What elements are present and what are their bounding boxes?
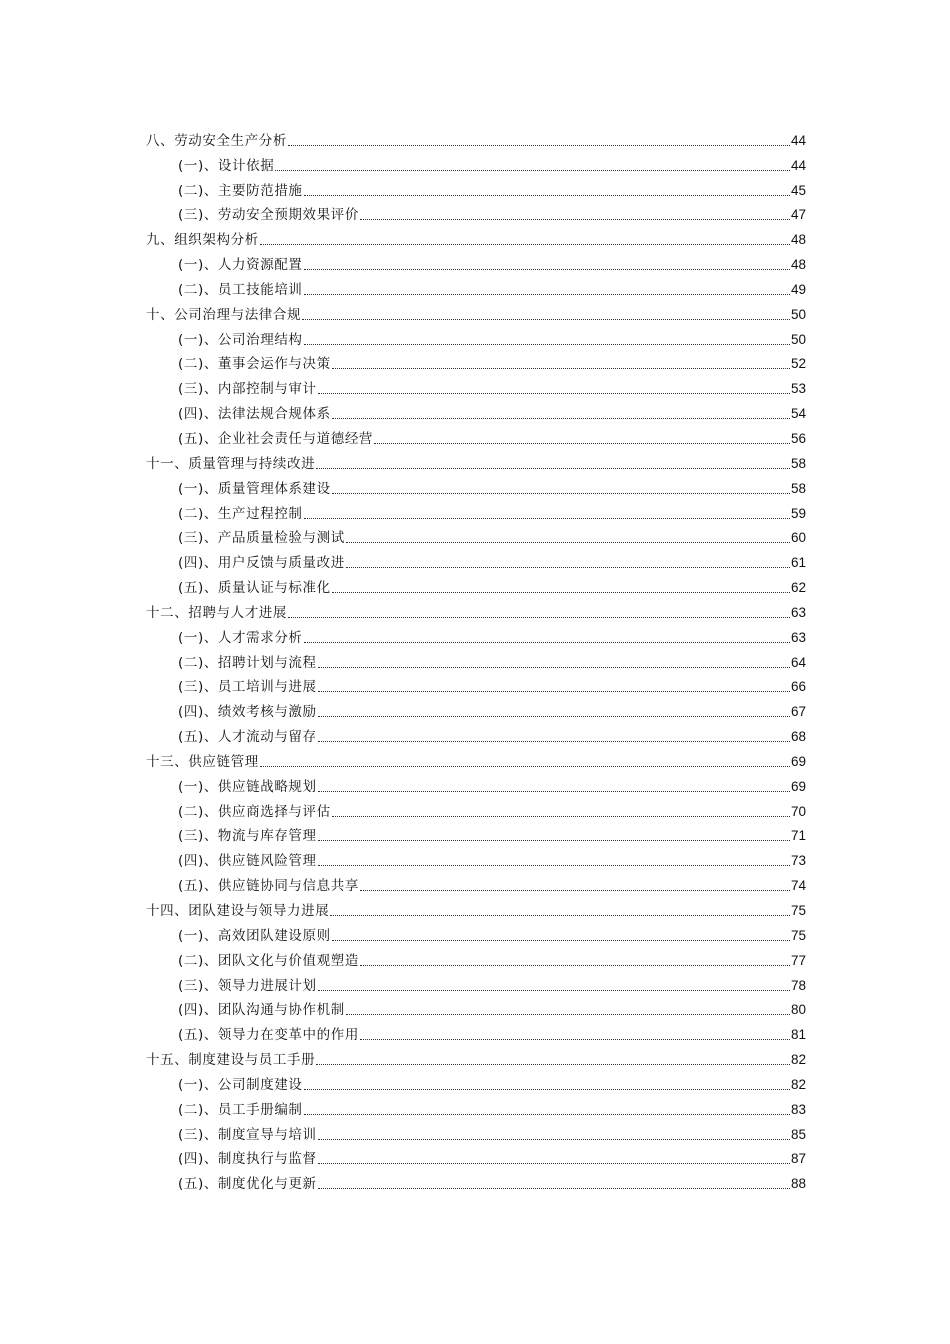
toc-section-entry[interactable] [146,523,806,548]
toc-entry-title: 十四、团队建设与领导力进展 [146,903,330,919]
dot-leader [302,319,790,320]
toc-page-number: 71 [790,828,806,844]
toc-entry-title: (二)、员工技能培训 [178,281,303,298]
dot-leader [318,1139,790,1140]
dot-leader [275,170,790,171]
toc-page-number: 59 [790,505,806,521]
dot-leader [332,368,790,369]
toc-section-entry[interactable] [146,622,806,647]
toc-page-number: 47 [790,207,806,223]
toc-section-entry[interactable] [146,249,806,274]
toc-page-number: 62 [790,580,806,596]
dot-leader [332,418,790,419]
toc-section-entry[interactable] [146,324,806,349]
toc-section-entry[interactable] [146,398,806,423]
toc-section-entry[interactable] [146,473,806,498]
toc-section-entry[interactable] [146,547,806,572]
toc-entry-title: (五)、质量认证与标准化 [178,580,331,597]
dot-leader [318,990,790,991]
dot-leader [330,915,790,916]
toc-page-number: 63 [790,604,806,620]
toc-section-entry[interactable] [146,1119,806,1144]
toc-page-number: 80 [790,1002,806,1018]
dot-leader [288,617,790,618]
dot-leader [318,716,790,717]
toc-page-number: 67 [790,704,806,720]
dot-leader [318,791,790,792]
toc-page-number: 82 [790,1052,806,1068]
toc-page-number: 48 [790,257,806,273]
toc-entry-title: (五)、领导力在变革中的作用 [178,1027,359,1044]
toc-entry-title: (四)、供应链风险管理 [178,853,317,870]
dot-leader [360,965,790,966]
toc-chapter-entry[interactable] [146,1044,806,1069]
toc-page-number: 82 [790,1076,806,1092]
toc-entry-title: 十、公司治理与法律合规 [146,306,302,323]
toc-section-entry[interactable] [146,845,806,870]
toc-entry-title: (五)、人才流动与留存 [178,729,317,746]
toc-entry-title: (二)、员工手册编制 [178,1101,303,1118]
toc-entry-title: (三)、员工培训与进展 [178,679,317,696]
toc-section-entry[interactable] [146,423,806,448]
toc-page-number: 50 [790,331,806,347]
toc-section-entry[interactable] [146,274,806,299]
toc-entry-title: 十一、质量管理与持续改进 [146,455,316,472]
dot-leader [374,443,790,444]
toc-page-number: 68 [790,729,806,745]
toc-page-number: 63 [790,629,806,645]
toc-section-entry[interactable] [146,1168,806,1193]
toc-page-number: 81 [790,1027,806,1043]
toc-entry-title: (四)、法律法规合规体系 [178,406,331,423]
dot-leader [332,592,790,593]
dot-leader [304,518,790,519]
toc-entry-title: (一)、质量管理体系建设 [178,480,331,497]
toc-section-entry[interactable] [146,150,806,175]
dot-leader [360,219,790,220]
toc-entry-title: (一)、公司制度建设 [178,1076,303,1093]
toc-entry-title: (四)、制度执行与监督 [178,1151,317,1168]
toc-page-number: 70 [790,803,806,819]
dot-leader [304,642,790,643]
toc-entry-title: (四)、用户反馈与质量改进 [178,555,345,572]
toc-entry-title: 八、劳动安全生产分析 [146,132,287,149]
toc-chapter-entry[interactable] [146,125,806,150]
toc-page-number: 48 [790,232,806,248]
toc-chapter-entry[interactable] [146,299,806,324]
toc-page-number: 44 [790,132,806,148]
toc-entry-title: (一)、供应链战略规划 [178,778,317,795]
toc-page-number: 64 [790,654,806,670]
toc-section-entry[interactable] [146,1094,806,1119]
dot-leader [304,195,790,196]
toc-page-number: 69 [790,753,806,769]
dot-leader [304,344,790,345]
toc-page-number: 56 [790,430,806,446]
toc-page-number: 66 [790,679,806,695]
toc-section-entry[interactable] [146,945,806,970]
dot-leader [318,840,790,841]
toc-page-number: 78 [790,977,806,993]
toc-entry-title: (三)、制度宣导与培训 [178,1126,317,1143]
toc-entry-title: (一)、人力资源配置 [178,257,303,274]
toc-chapter-entry[interactable] [146,597,806,622]
dot-leader [332,940,790,941]
toc-entry-title: (二)、招聘计划与流程 [178,654,317,671]
dot-leader [332,816,790,817]
toc-page-number: 58 [790,455,806,471]
toc-entry-title: (二)、供应商选择与评估 [178,803,331,820]
toc-page-number: 75 [790,903,806,918]
toc-section-entry[interactable] [146,821,806,846]
dot-leader [316,1064,790,1065]
toc-section-entry[interactable] [146,349,806,374]
dot-leader [304,269,790,270]
dot-leader [260,766,790,767]
toc-entry-title: (五)、制度优化与更新 [178,1176,317,1193]
toc-page-number: 61 [790,555,806,571]
dot-leader [318,691,790,692]
toc-section-entry[interactable] [146,970,806,995]
toc-entry-title: (五)、供应链协同与信息共享 [178,878,359,895]
toc-section-entry[interactable] [146,870,806,895]
toc-section-entry[interactable] [146,672,806,697]
toc-entry-title: 九、组织架构分析 [146,232,259,249]
toc-section-entry[interactable] [146,995,806,1020]
dot-leader [318,1163,790,1164]
toc-page-number: 73 [790,853,806,869]
toc-entry-title: (三)、物流与库存管理 [178,828,317,845]
dot-leader [260,244,790,245]
toc-entry-title: 十五、制度建设与员工手册 [146,1052,316,1069]
toc-page-number: 49 [790,281,806,297]
toc-page-number: 74 [790,878,806,894]
dot-leader [346,1014,790,1015]
toc-entry-title: (四)、团队沟通与协作机制 [178,1002,345,1019]
toc-page-number: 54 [790,406,806,422]
dot-leader [346,542,790,543]
toc-section-entry[interactable] [146,647,806,672]
toc-entry-title: (一)、公司治理结构 [178,331,303,348]
dot-leader [304,1089,790,1090]
toc-page-number: 69 [790,778,806,794]
dot-leader [360,890,790,891]
toc-entry-title: (一)、高效团队建设原则 [178,927,331,944]
toc-entry-title: (二)、主要防范措施 [178,182,303,199]
toc-section-entry[interactable] [146,498,806,523]
dot-leader [318,865,790,866]
toc-section-entry[interactable] [146,796,806,821]
toc-page-number: 50 [790,306,806,322]
toc-section-entry[interactable] [146,721,806,746]
table-of-contents [146,125,806,1193]
dot-leader [318,741,790,742]
toc-section-entry[interactable] [146,572,806,597]
toc-entry-title: (三)、领导力进展计划 [178,977,317,994]
toc-entry-title: (二)、董事会运作与决策 [178,356,331,373]
toc-chapter-entry[interactable] [146,448,806,473]
toc-section-entry[interactable] [146,1069,806,1094]
toc-section-entry[interactable] [146,1019,806,1044]
toc-chapter-entry[interactable] [146,224,806,249]
toc-page-number: 88 [790,1176,806,1192]
toc-page-number: 53 [790,381,806,397]
dot-leader [288,145,790,146]
toc-section-entry[interactable] [146,175,806,200]
dot-leader [316,468,790,469]
dot-leader [318,667,790,668]
dot-leader [332,493,790,494]
toc-page-number: 60 [790,530,806,546]
toc-entry-title: (二)、生产过程控制 [178,505,303,522]
toc-section-entry[interactable] [146,200,806,225]
toc-entry-title: (一)、人才需求分析 [178,629,303,646]
toc-page-number: 77 [790,952,806,968]
toc-section-entry[interactable] [146,920,806,945]
dot-leader [318,1188,790,1189]
toc-entry-title: (二)、团队文化与价值观塑造 [178,952,359,969]
toc-section-entry[interactable] [146,771,806,796]
dot-leader [360,1039,790,1040]
toc-section-entry[interactable] [146,373,806,398]
toc-entry-title: (三)、产品质量检验与测试 [178,530,345,547]
toc-entry-title: 十三、供应链管理 [146,753,259,770]
toc-section-entry[interactable] [146,696,806,721]
toc-page-number: 44 [790,157,806,173]
dot-leader [304,1114,790,1115]
toc-entry-title: (五)、企业社会责任与道德经营 [178,430,374,447]
toc-entry-title: 十二、招聘与人才进展 [146,604,287,621]
toc-page-number: 45 [790,182,806,198]
toc-page-number: 52 [790,356,806,372]
toc-page-number: 75 [790,927,806,943]
toc-page-number: 85 [790,1126,806,1142]
toc-page-number: 58 [790,480,806,496]
toc-page-number: 87 [790,1151,806,1167]
dot-leader [318,393,790,394]
toc-chapter-entry[interactable] [146,746,806,771]
toc-section-entry[interactable] [146,1144,806,1169]
dot-leader [346,567,790,568]
toc-chapter-entry[interactable] [146,895,806,920]
toc-entry-title: (四)、绩效考核与激励 [178,704,317,721]
toc-entry-title: (三)、劳动安全预期效果评价 [178,207,359,224]
toc-page-number: 83 [790,1101,806,1117]
toc-entry-title: (一)、设计依据 [178,157,275,174]
dot-leader [304,294,790,295]
toc-entry-title: (三)、内部控制与审计 [178,381,317,398]
